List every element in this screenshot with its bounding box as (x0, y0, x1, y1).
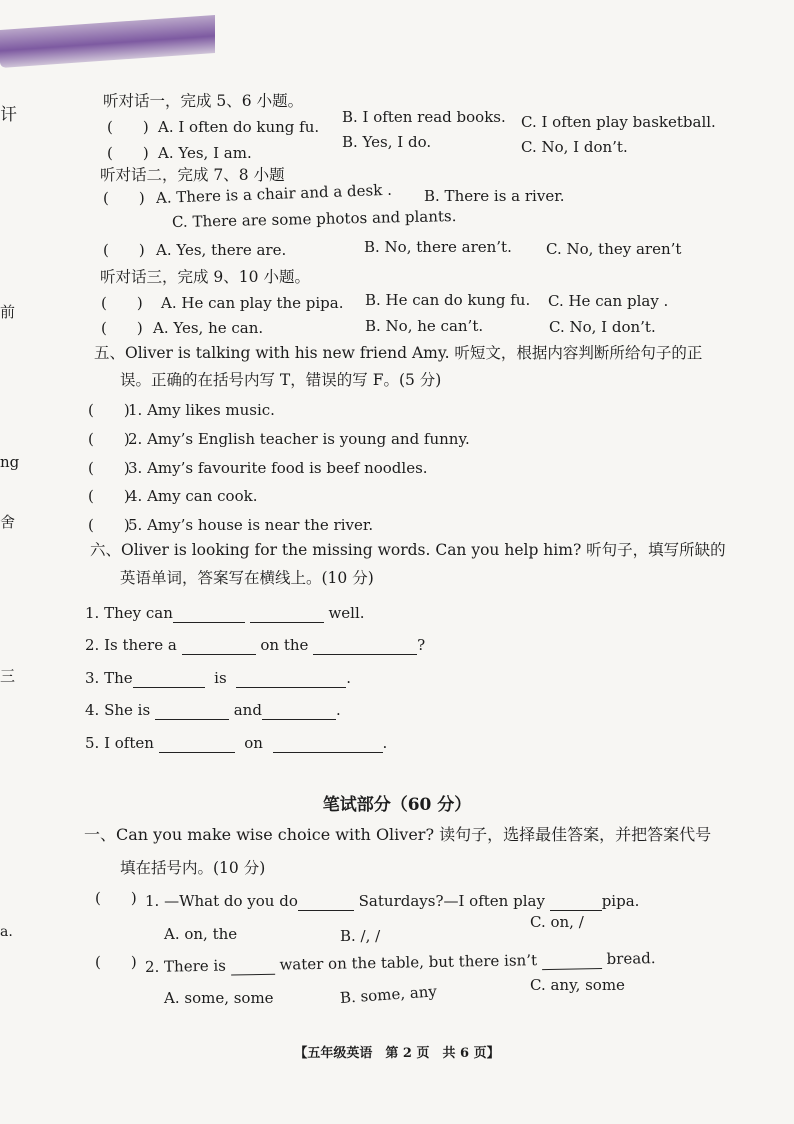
margin-char: 三 (0, 667, 16, 685)
blank-input[interactable] (182, 639, 256, 655)
dialogue-1-header: 听对话一，完成 5、6 小题。 (103, 92, 304, 110)
choice-q2-stem: 2. There is water on the table, but there isn’t bread. (144, 949, 656, 976)
choice-q1-option-b: B. /, / (340, 927, 381, 945)
section5-title-line1: 五、Oliver is talking with his new friend Amy. 听短文，根据内容判断所给句子的正 (94, 344, 703, 362)
q7-option-b: B. There is a river. (424, 187, 565, 205)
blank-input[interactable] (273, 737, 383, 753)
choice-q2-option-b: B. some, any (339, 982, 438, 1007)
q6-option-a: A. Yes, I am. (158, 144, 252, 162)
blank-input[interactable] (262, 704, 336, 720)
blank-input[interactable] (159, 737, 235, 753)
blank-input[interactable] (313, 639, 417, 655)
blank-input[interactable] (231, 959, 275, 976)
written-s1-title-line2: 填在括号内。(10 分) (120, 859, 266, 877)
tf-paren[interactable]: ( ) (88, 401, 130, 419)
choice-q2-paren[interactable]: ( ) (95, 953, 137, 971)
q8-paren[interactable]: ( ) (103, 241, 145, 259)
blank-input[interactable] (133, 672, 205, 688)
q6-option-c: C. No, I don’t. (521, 138, 628, 156)
q7-paren[interactable]: ( ) (103, 189, 145, 207)
fill-sentence-1: 1. They can well. (85, 604, 365, 622)
fill-sentence-2: 2. Is there a on the ? (85, 636, 426, 654)
q5-option-b: B. I often read books. (342, 108, 506, 126)
choice-q2-option-a: A. some, some (164, 989, 274, 1007)
q5-paren[interactable]: ( ) (107, 118, 149, 136)
blank-input[interactable] (298, 895, 354, 911)
section5-title-line2: 误。正确的在括号内写 T，错误的写 F。(5 分) (120, 371, 442, 389)
section6-title-line1: 六、Oliver is looking for the missing words. Can you help him? 听句子，填写所缺的 (90, 541, 726, 559)
margin-char: ng (0, 453, 20, 471)
fill-sentence-3: 3. The is . (85, 669, 351, 687)
margin-char: 舍 (0, 513, 16, 531)
page-footer: 【五年级英语 第 2 页 共 6 页】 (294, 1046, 500, 1061)
q9-paren[interactable]: ( ) (101, 294, 143, 312)
choice-q1-option-a: A. on, the (164, 925, 238, 943)
fill-sentence-4: 4. She is and . (85, 701, 341, 719)
blank-input[interactable] (155, 704, 229, 720)
choice-q2-option-c: C. any, some (530, 976, 625, 994)
q5-option-c: C. I often play basketball. (521, 113, 716, 131)
blank-input[interactable] (236, 672, 346, 688)
tf-paren[interactable]: ( ) (88, 516, 130, 534)
purple-binding-strip (0, 15, 215, 68)
q10-option-b: B. No, he can’t. (365, 317, 484, 335)
tf-statement: 5. Amy’s house is near the river. (128, 516, 374, 534)
dialogue-2-header: 听对话二，完成 7、8 小题 (100, 166, 285, 184)
margin-char: 前 (0, 303, 16, 321)
written-part-title: 笔试部分（60 分） (322, 795, 472, 815)
tf-statement: 2. Amy’s English teacher is young and funny. (128, 430, 470, 448)
q9-option-b: B. He can do kung fu. (365, 291, 531, 309)
q9-option-a: A. He can play the pipa. (161, 294, 344, 312)
tf-paren[interactable]: ( ) (88, 430, 130, 448)
tf-statement: 3. Amy’s favourite food is beef noodles. (128, 459, 428, 477)
blank-input[interactable] (250, 607, 324, 623)
written-s1-title-line1: 一、Can you make wise choice with Oliver? 读句子，选择最佳答案，并把答案代号 (84, 825, 712, 844)
q7-option-c: C. There are some photos and plants. (171, 207, 457, 231)
margin-char: a. (0, 924, 13, 940)
q6-paren[interactable]: ( ) (107, 144, 149, 162)
q10-option-a: A. Yes, he can. (153, 319, 264, 337)
blank-input[interactable] (173, 607, 245, 623)
q7-option-a: A. There is a chair and a desk . (155, 180, 393, 207)
q10-paren[interactable]: ( ) (101, 319, 143, 337)
blank-input[interactable] (542, 953, 602, 970)
tf-paren[interactable]: ( ) (88, 459, 130, 477)
tf-statement: 1. Amy likes music. (128, 401, 275, 419)
tf-paren[interactable]: ( ) (88, 487, 130, 505)
blank-input[interactable] (550, 895, 602, 911)
fill-sentence-5: 5. I often on . (85, 734, 388, 752)
choice-q1-paren[interactable]: ( ) (95, 889, 137, 907)
q10-option-c: C. No, I don’t. (549, 318, 656, 336)
q8-option-a: A. Yes, there are. (156, 241, 287, 259)
section6-title-line2: 英语单词，答案写在横线上。(10 分) (120, 569, 374, 587)
choice-q1-option-c: C. on, / (530, 913, 584, 931)
dialogue-3-header: 听对话三，完成 9、10 小题。 (100, 268, 310, 286)
q8-option-b: B. No, there aren’t. (364, 238, 512, 256)
q8-option-c: C. No, they aren’t (546, 240, 682, 258)
choice-q1-stem: 1. —What do you do Saturdays?—I often play pipa. (145, 892, 640, 910)
q9-option-c: C. He can play . (548, 292, 669, 310)
q5-option-a: A. I often do kung fu. (158, 118, 320, 136)
q6-option-b: B. Yes, I do. (342, 133, 432, 151)
tf-statement: 4. Amy can cook. (128, 487, 258, 505)
margin-char: 讦 (0, 105, 17, 125)
